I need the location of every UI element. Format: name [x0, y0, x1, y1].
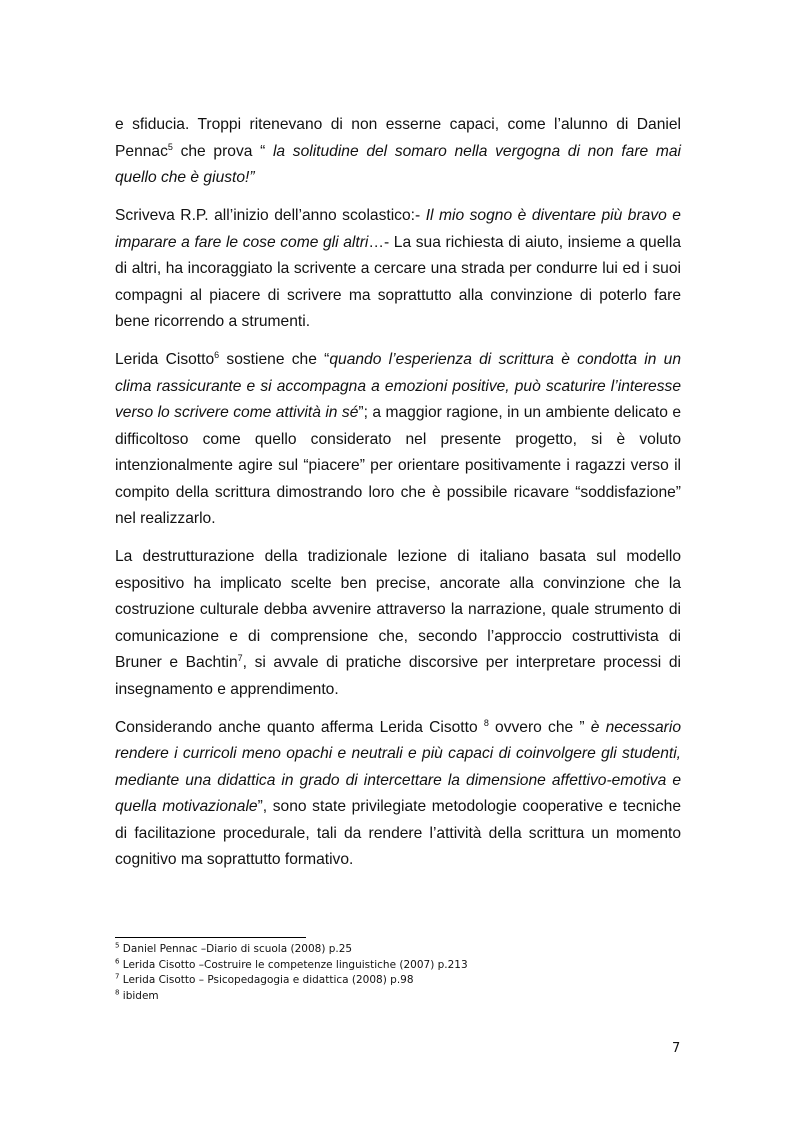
footnote-text: Lerida Cisotto – Psicopedagogia e didattica (2008) p.98: [119, 974, 414, 986]
footnote-ref: 6: [214, 349, 220, 360]
footnote-text: ibidem: [119, 989, 159, 1002]
footnote-ref: 7: [237, 652, 243, 663]
text-run: La destrutturazione della tradizionale lezione di italiano basata sul modello espositivo ha implicato scelte ben precise, ancorate alla convinzione che la costruzione culturale debba avvenire attraverso la narrazione, quale strumento di comunicazione e di comprensione che, secondo l’approccio costruttivista di Bruner e Bachtin: [115, 548, 681, 671]
italic-quote: quando l’esperienza di scrittura è condotta in un clima rassicurante e si accompagna a emozioni positive, può scaturire l’interesse verso lo scrivere come attività in sé: [115, 351, 681, 421]
footnote-text: Lerida Cisotto –Costruire le competenze linguistiche (2007) p.213: [119, 958, 468, 971]
footnote-number: 6: [115, 957, 120, 965]
text-run: Scriveva R.P. all’inizio dell’anno scolastico:-: [115, 207, 426, 224]
text-run: , si avvale di pratiche discorsive per interpretare processi di insegnamento e apprendimento.: [115, 654, 681, 698]
footnotes: [115, 942, 681, 1004]
text-run: ”, sono state privilegiate metodologie cooperative e tecniche di facilitazione procedurale, tali da rendere l’attività della scrittura un momento cognitivo ma soprattutto formativo.: [115, 798, 681, 868]
italic-quote: la solitudine del somaro nella vergogna di non fare mai quello che è giusto!”: [115, 142, 681, 186]
footnote-number: 7: [115, 972, 120, 981]
footnote: [115, 989, 681, 1005]
text-run: sostiene che “: [219, 351, 330, 368]
footnote: [115, 942, 681, 958]
text-run: Considerando anche quanto afferma Lerida Cisotto: [115, 718, 484, 736]
footnote: [115, 973, 681, 989]
body-text: [115, 112, 681, 885]
footnote: [115, 958, 681, 974]
text-run: Lerida Cisotto: [115, 351, 215, 368]
text-run: e sfiducia. Troppi ritenevano di non esserne capaci, come l’alunno di Daniel Pennac: [115, 116, 681, 160]
paragraph: [115, 112, 681, 192]
footnote-number: 5: [115, 941, 120, 950]
footnote-text: Daniel Pennac –Diario di scuola (2008) p.25: [119, 943, 353, 955]
paragraph: [115, 715, 681, 874]
page-number: 7: [672, 1041, 681, 1056]
footnote-ref: 5: [167, 141, 173, 152]
paragraph: [115, 347, 681, 533]
text-run: …- La sua richiesta di aiuto, insieme a quella di altri, ha incoraggiato la scrivente a cercare una strada per condurre lui ed i suoi compagni al piacere di scrivere ma soprattutto alla convinzione di poterlo fare bene ricorrendo a strumenti.: [115, 233, 681, 330]
text-run: ovvero che ”: [488, 718, 591, 736]
footnote-separator: [115, 937, 306, 938]
italic-quote: Il mio sogno è diventare più bravo e imparare a fare le cose come gli altri: [115, 207, 681, 251]
paragraph: [115, 544, 681, 703]
text-run: ”; a maggior ragione, in un ambiente delicato e difficoltoso come quello considerato nel presente progetto, si è voluto intenzionalmente agire sul “piacere” per orientare positivamente i ragazzi verso il compito della scrittura dimostrando loro che è possibile ricavare “soddisfazione” nel realizzarlo.: [115, 404, 681, 527]
paragraph: [115, 203, 681, 336]
footnote-number: 8: [115, 988, 120, 996]
text-run: che prova “: [172, 142, 273, 160]
footnote-ref: 8: [483, 717, 489, 728]
italic-quote: è necessario rendere i curricoli meno opachi e neutrali e più capaci di coinvolgere gli studenti, mediante una didattica in grado di intercettare la dimensione affettivo-emotiva e quella motivazionale: [115, 718, 681, 815]
